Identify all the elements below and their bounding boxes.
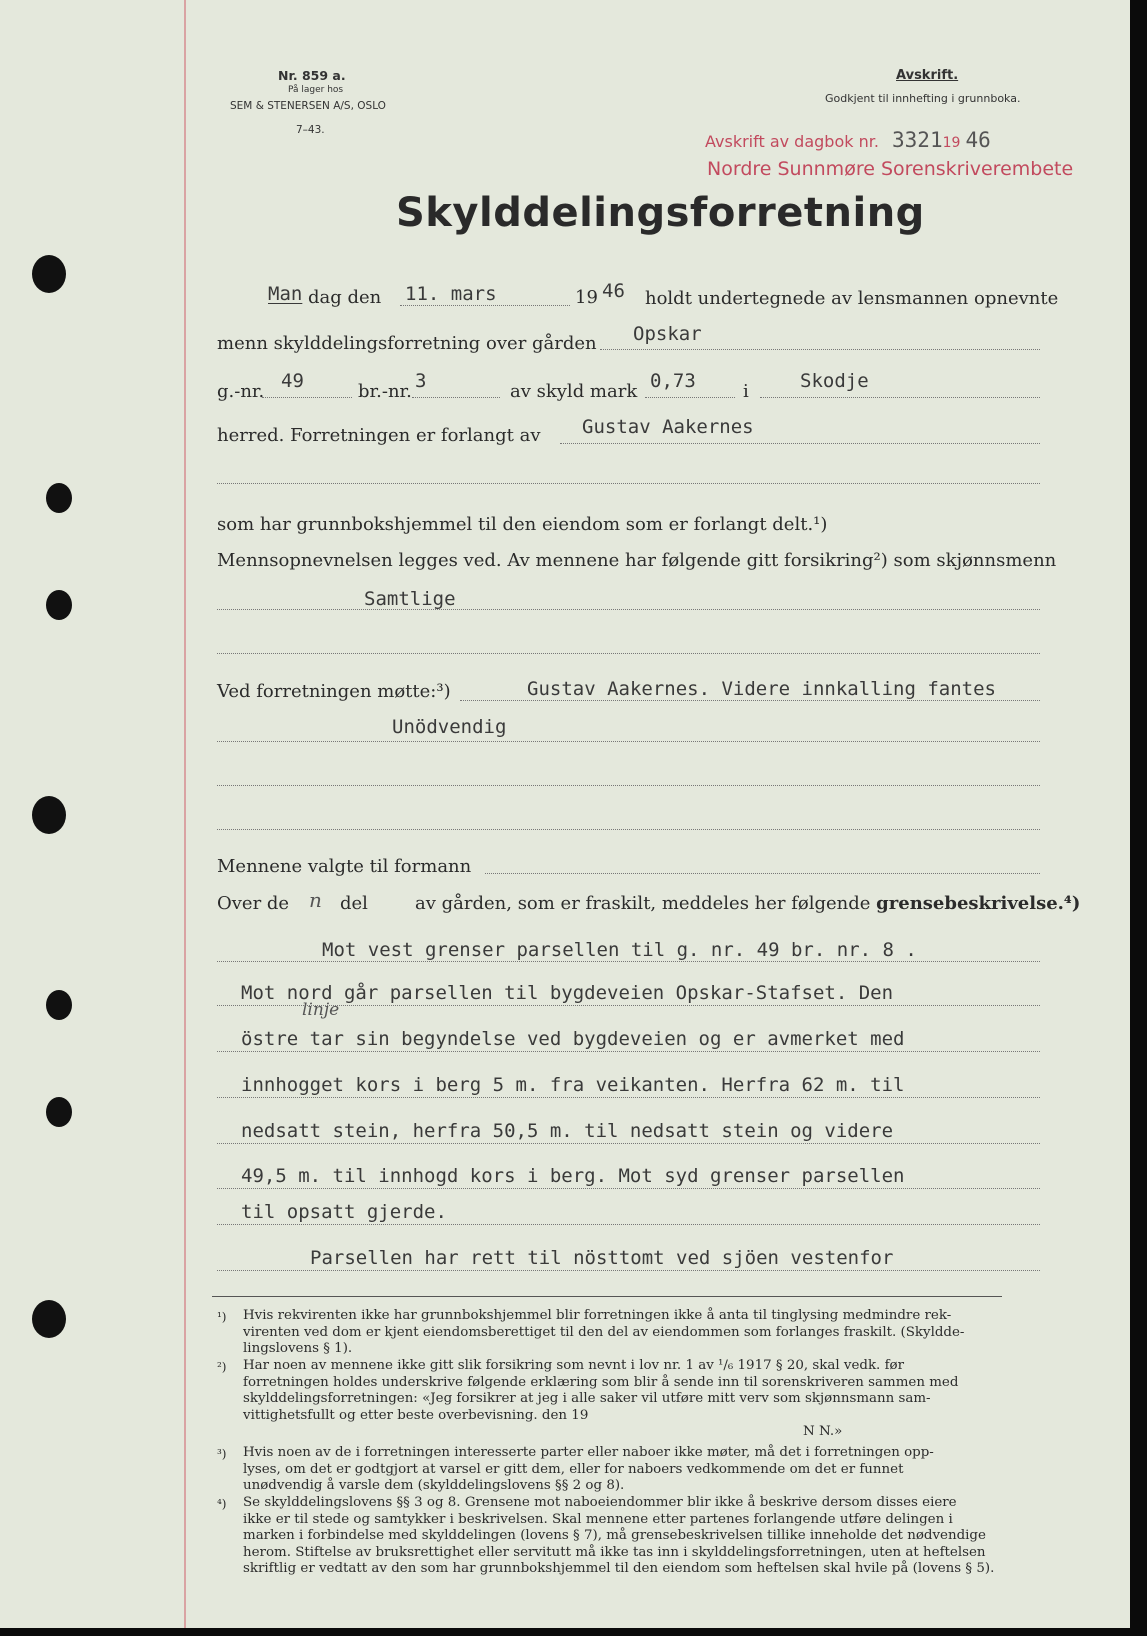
boundary-label: [415, 893, 1080, 914]
gnr-typed: 49: [281, 370, 304, 392]
approval-note: Godkjent til innhefting i grunnboka.: [825, 92, 1021, 105]
brnr-line: [412, 397, 500, 398]
del-label: del: [340, 893, 368, 914]
boundary-rule: [217, 1097, 1040, 1098]
boundary-rule: [217, 1005, 1040, 1006]
municipality-line: [760, 397, 1040, 398]
copy-stamp-line-2: Nordre Sunnmøre Sorenskriverembete: [707, 158, 1074, 180]
footnote-1: [243, 1308, 964, 1358]
footnote-line: virenten ved dom er kjent eiendomsberettiget til den del av eiendommen som forlanges fraskilt. (Skyldde-: [243, 1324, 965, 1340]
appointment-text: Mennsopnevnelsen legges ved. Av mennene har følgende gitt forsikring²) som skjønnsmenn: [217, 550, 1057, 571]
footnote-3: [243, 1445, 934, 1495]
printer-line-1: På lager hos: [288, 85, 344, 95]
part-handwritten: n: [309, 888, 322, 912]
chair-line: [485, 873, 1040, 874]
footnote-mark: ³): [217, 1447, 227, 1461]
boundary-line: nedsatt stein, herfra 50,5 m. til nedsatt stein og videre: [241, 1120, 894, 1142]
attended-line-2: [217, 741, 1040, 742]
punch-hole: [46, 483, 72, 513]
blank-line: [217, 829, 1040, 830]
boundary-rule: [217, 1224, 1040, 1225]
footnote-separator: [212, 1296, 1002, 1297]
footnote-line: unødvendig å varsle dem (skylddelingslovens §§ 2 og 8).: [243, 1478, 625, 1493]
punch-hole: [32, 796, 66, 834]
boundary-line: til opsatt gjerde.: [241, 1201, 447, 1223]
boundary-label-text: av gården, som er fraskilt, meddeles her følgende: [415, 893, 871, 914]
footnote-line: skylddelingsforretningen: «Jeg forsikrer at jeg i alle saker vil utføre mitt verv som skjønnsmann sam-: [243, 1391, 931, 1406]
skyld-label: av skyld mark: [510, 381, 638, 402]
boundary-line: Parsellen har rett til nösttomt ved sjöen vestenfor: [310, 1247, 894, 1269]
margin-line: [184, 0, 186, 1628]
boundary-rule: [217, 1270, 1040, 1271]
weekday-suffix: dag den: [308, 287, 382, 308]
footnote-2: [243, 1358, 958, 1441]
punch-hole: [46, 590, 72, 620]
footnote-line: lingslovens § 1).: [243, 1341, 353, 1356]
footnote-mark: ¹): [217, 1310, 227, 1324]
footnote-signature: N N.»: [803, 1424, 843, 1439]
skyld-typed: 0,73: [650, 370, 696, 392]
year-prefix: 19: [575, 287, 598, 308]
brnr-typed: 3: [415, 370, 427, 392]
in-label: i: [743, 381, 749, 402]
assessment-text: menn skylddelingsforretning over gården: [217, 333, 597, 354]
printer-line-2: SEM & STENERSEN A/S, OSLO: [230, 100, 386, 112]
footnote-line: ikke er til stede og samtykker i beskrivelsen. Skal mennene etter partenes forlangende utføre delingen i: [243, 1511, 953, 1527]
footnote-line: forretningen holdes underskrive følgende erklæring som blir å sende inn til sorenskriveren sammen med: [243, 1374, 959, 1390]
stamp-year-prefix: 19: [942, 135, 961, 151]
date-typed: 11. mars: [405, 283, 497, 305]
footnote-line: Hvis noen av de i forretningen interesserte parter eller naboer ikke møter, må det i forretningen opp-: [243, 1445, 934, 1460]
farm-line: [600, 349, 1040, 350]
footnote-line: marken i forbindelse med skylddelingen (lovens § 7), må grensebeskrivelsen tillike inneholde det nødvendige: [243, 1528, 986, 1543]
document-title: Skylddelingsforretning: [396, 190, 925, 236]
stamp-year: 46: [965, 128, 991, 152]
footnote-line: lyses, om det er godtgjort at varsel er gitt dem, eller for naboers vedkommende om det er funnet: [243, 1461, 904, 1477]
gnr-line: [262, 397, 352, 398]
handwritten-insert: linje: [302, 1000, 340, 1020]
blank-line: [217, 653, 1040, 654]
boundary-rule: [217, 1188, 1040, 1189]
blank-line: [217, 785, 1040, 786]
footnote-line: Har noen av mennene ikke gitt slik forsikring som nevnt i lov nr. 1 av ¹/₆ 1917 § 20, skal vedk. før: [243, 1358, 904, 1373]
attended-typed: Gustav Aakernes. Videre innkalling fantes: [527, 678, 996, 700]
boundary-rule: [217, 1143, 1040, 1144]
over-label: Over de: [217, 893, 290, 914]
skyld-line: [645, 397, 735, 398]
attended-line: [460, 700, 1040, 701]
footnote-line: vittighetsfullt og etter beste overbevisning. den 19: [243, 1407, 589, 1423]
attended-typed-2: Unödvendig: [392, 716, 507, 738]
footnote-line: Hvis rekvirenten ikke har grunnbokshjemmel blir forretningen ikke å anta til tinglysing medmindre rek-: [243, 1308, 952, 1323]
punch-hole: [32, 1300, 66, 1338]
boundary-line: innhogget kors i berg 5 m. fra veikanten. Herfra 62 m. til: [241, 1074, 905, 1096]
boundary-line: östre tar sin begyndelse ved bygdeveien og er avmerket med: [241, 1028, 905, 1050]
footnote-4: [243, 1495, 994, 1578]
requested-by-text: herred. Forretningen er forlangt av: [217, 425, 541, 446]
punch-hole: [46, 990, 72, 1020]
municipality-typed: Skodje: [800, 370, 869, 392]
boundary-line: Mot vest grenser parsellen til g. nr. 49 br. nr. 8 .: [322, 939, 917, 961]
requester-line: [560, 443, 1040, 444]
copy-label: Avskrift.: [896, 68, 959, 83]
chair-label: Mennene valgte til formann: [217, 856, 472, 877]
weekday-typed: Man: [268, 283, 303, 305]
footnote-line: skriftlig er vedtatt av den som har grunnbokshjemmel til den eiendom som heftelsen skal hvile på (lovens § 5).: [243, 1561, 995, 1576]
assessors-typed: Samtlige: [364, 588, 456, 610]
stamp-prefix: Avskrift av dagbok nr.: [705, 132, 879, 151]
boundary-rule: [217, 1051, 1040, 1052]
punch-hole: [32, 255, 66, 293]
footnote-line: herom. Stiftelse av bruksrettighet eller servitutt må ikke tas inn i skylddelingsforretningen, uten at heftelsen: [243, 1544, 986, 1560]
year-typed: 46: [602, 280, 625, 302]
brnr-label: br.-nr.: [358, 381, 412, 402]
gnr-label: g.-nr.: [217, 381, 265, 402]
date-line: [400, 305, 570, 306]
punch-hole: [46, 1097, 72, 1127]
boundary-line: 49,5 m. til innhogd kors i berg. Mot syd grenser parsellen: [241, 1165, 905, 1187]
requester-typed: Gustav Aakernes: [582, 416, 754, 438]
boundary-rule: [217, 961, 1040, 962]
farm-name-typed: Opskar: [633, 323, 702, 345]
held-text: holdt undertegnede av lensmannen opnevnte: [645, 288, 1059, 309]
print-date: 7–43.: [296, 124, 325, 136]
form-number: Nr. 859 a.: [278, 68, 346, 83]
blank-line: [217, 483, 1040, 484]
diary-number: 3321: [892, 128, 943, 152]
assessors-line: [217, 609, 1040, 610]
footnote-mark: ⁴): [217, 1497, 227, 1511]
boundary-label-bold: grensebeskrivelse.⁴): [876, 893, 1081, 914]
footnote-line: Se skylddelingslovens §§ 3 og 8. Grensene mot naboeiendommer blir ikke å beskrive dersom disses eiere: [243, 1495, 957, 1510]
boundary-line: Mot nord går parsellen til bygdeveien Opskar-Stafset. Den: [241, 982, 894, 1004]
footnote-mark: ²): [217, 1360, 227, 1374]
title-holder-text: som har grunnbokshjemmel til den eiendom som er forlangt delt.¹): [217, 514, 828, 535]
attended-label: Ved forretningen møtte:³): [217, 681, 451, 702]
copy-stamp-line-1: [705, 128, 991, 152]
